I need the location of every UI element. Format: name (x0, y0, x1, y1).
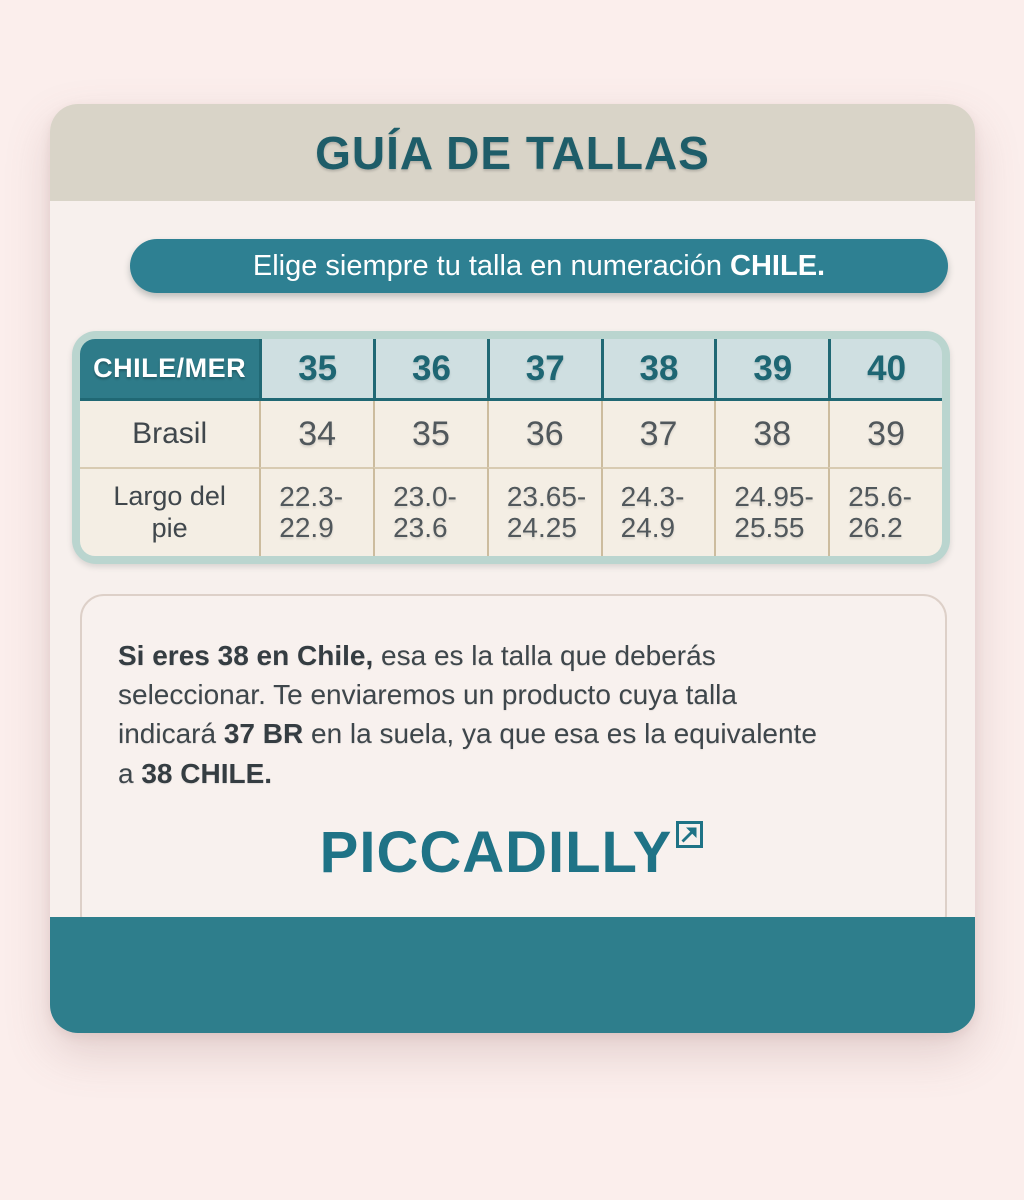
chile-size-cell: 39 (714, 339, 828, 401)
foot-length-cell: 25.6-26.2 (828, 467, 942, 556)
chile-size-cell: 37 (487, 339, 601, 401)
size-guide-card (50, 104, 975, 1033)
table-row-brasil (80, 401, 942, 467)
banner-text: Elige siempre tu talla en numeración (252, 249, 731, 282)
note-segment: en la suela, ya que esa es la equivalente a (118, 718, 817, 789)
row-label-foot-length: Largo del pie (80, 467, 259, 556)
chile-banner (130, 239, 948, 293)
table-header-label: CHILE/MER (80, 339, 259, 401)
brasil-size-cell: 39 (828, 401, 942, 467)
page-title: GUÍA DE TALLAS (315, 126, 710, 179)
table-header-row (80, 339, 942, 401)
foot-length-cell: 24.3-24.9 (601, 467, 715, 556)
chile-size-cell: 36 (373, 339, 487, 401)
banner-text-bold: CHILE. (730, 249, 826, 282)
chile-size-cell: 38 (601, 339, 715, 401)
brand-name: PICCADILLY (319, 819, 673, 885)
brasil-size-cell: 37 (601, 401, 715, 467)
note-segment: esa es la talla que deberás seleccionar. Te enviaremos un producto cuya talla indicará (118, 640, 737, 750)
foot-length-cell: 22.3-22.9 (259, 467, 373, 556)
table-row-foot-length (80, 467, 942, 556)
chile-size-cell: 35 (259, 339, 373, 401)
piccadilly-mark-icon (676, 821, 703, 848)
brasil-size-cell: 34 (259, 401, 373, 467)
brasil-size-cell: 36 (487, 401, 601, 467)
size-table (72, 331, 950, 564)
card-header (50, 104, 975, 201)
note-text (118, 636, 818, 793)
note-bold-segment: Si eres 38 en Chile, (118, 640, 374, 671)
note-box (80, 594, 947, 939)
note-bold-segment: 37 BR (223, 718, 304, 750)
footer-bar (50, 917, 975, 1033)
brasil-size-cell: 38 (714, 401, 828, 467)
foot-length-cell: 23.0-23.6 (373, 467, 487, 556)
foot-length-cell: 23.65-24.25 (487, 467, 601, 556)
chile-size-cell: 40 (828, 339, 942, 401)
foot-length-cell: 24.95-25.55 (714, 467, 828, 556)
row-label-brasil: Brasil (80, 401, 259, 467)
note-bold-segment: 38 CHILE. (141, 757, 273, 789)
brand-logo (118, 819, 905, 886)
brasil-size-cell: 35 (373, 401, 487, 467)
